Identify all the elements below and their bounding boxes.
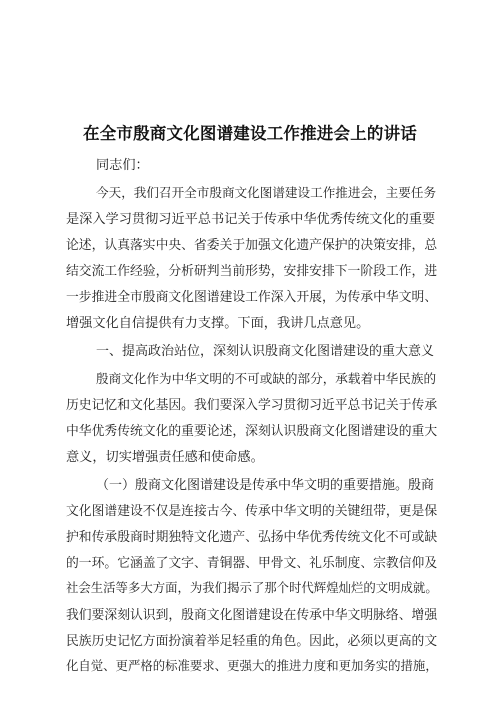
paragraph-line: （一）殷商文化图谱建设是传承中华文明的重要措施。殷商	[96, 478, 435, 493]
document-title: 在全市殷商文化图谱建设工作推进会上的讲话	[83, 124, 417, 143]
paragraph-line: 一步推进全市殷商文化图谱建设工作深入开展，为传承中华文明、	[66, 290, 438, 305]
paragraph-line: 民族历史记忆方面扮演着举足轻重的角色。因此，必须以更高的文	[66, 634, 438, 649]
paragraph-line: 增强文化自信提供有力支撑。下面，我讲几点意见。	[66, 316, 370, 331]
paragraph-line: 历史记忆和文化基因。我们要深入学习贯彻习近平总书记关于传承	[66, 398, 438, 413]
paragraph-line: 结交流工作经验，分析研判当前形势，安排安排下一阶段工作，进	[66, 264, 438, 279]
paragraph-line: 护和传承殷商时期独特文化遗产、弘扬中华优秀传统文化不可或缺	[66, 530, 438, 545]
paragraph-line: 是深入学习贯彻习近平总书记关于传承中华优秀传统文化的重要	[66, 212, 436, 227]
paragraph-line: 文化图谱建设不仅是连接古今、传承中华文明的关键纽带，更是保	[66, 504, 438, 519]
paragraph-line: 论述，认真落实中央、省委关于加强文化遗产保护的决策安排，总	[66, 238, 438, 253]
salutation: 同志们：	[96, 158, 149, 173]
paragraph-line: 今天，我们召开全市殷商文化图谱建设工作推进会，主要任务	[96, 185, 437, 200]
paragraph-line: 社会生活等多大方面，为我们揭示了那个时代辉煌灿烂的文明成就。	[66, 580, 438, 595]
paragraph-line: 我们要深刻认识到，殷商文化图谱建设在传承中华文明脉络、增强	[66, 608, 438, 623]
paragraph-line: 殷商文化作为中华文明的不可或缺的部分，承载着中华民族的	[96, 371, 437, 386]
paragraph-line: 化自觉、更严格的标准要求、更强大的推进力度和更加务实的措施，	[66, 658, 438, 673]
section-heading: 一、提高政治站位，深刻认识殷商文化图谱建设的重大意义	[96, 344, 435, 359]
paragraph-line: 的一环。它涵盖了文字、青铜器、甲骨文、礼乐制度、宗教信仰及	[66, 556, 438, 571]
paragraph-line: 意义，切实增强责任感和使命感。	[66, 450, 264, 465]
paragraph-line: 中华优秀传统文化的重要论述，深刻认识殷商文化图谱建设的重大	[66, 424, 438, 439]
